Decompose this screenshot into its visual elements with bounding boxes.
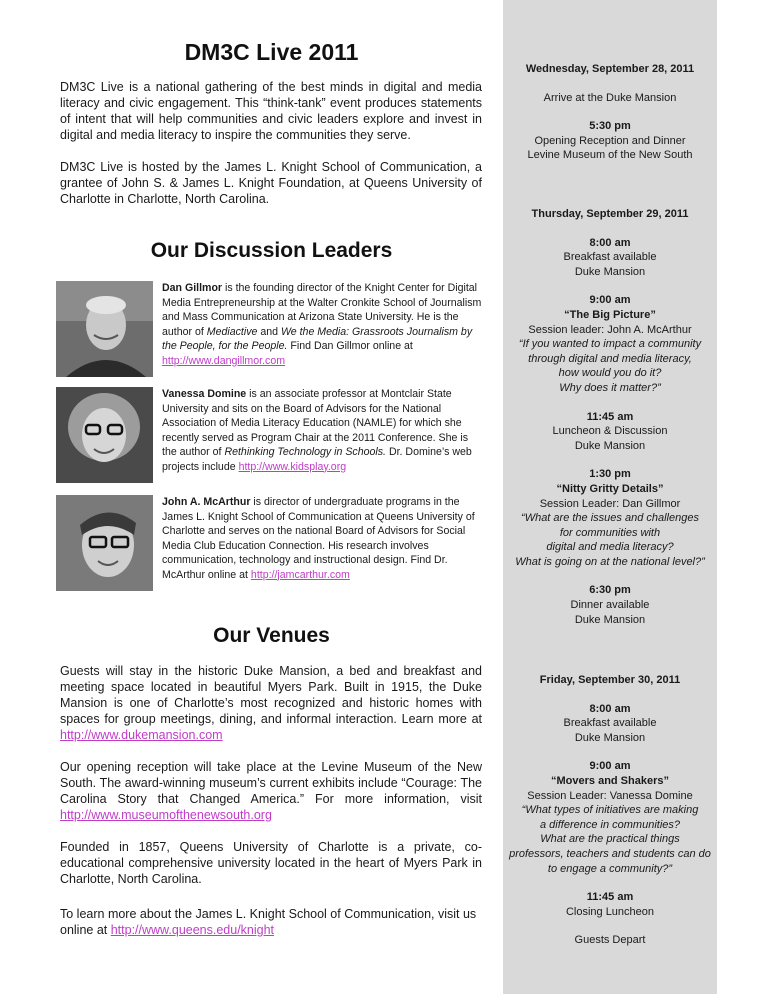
schedule-item: Opening Reception and Dinner xyxy=(534,134,686,147)
leader-name: John A. McArthur xyxy=(162,496,251,508)
session-question: through digital and media literacy, xyxy=(528,352,692,365)
vanessa-domine-link[interactable]: http://www.kidsplay.org xyxy=(238,460,347,473)
book-title: Rethinking Technology in Schools. xyxy=(224,446,386,458)
leader-vanessa-domine xyxy=(56,387,486,487)
venue-paragraph-duke-mansion: Guests will stay in the historic Duke Mansion, a bed and breakfast and meeting space located in beautiful Myers Park. Built in 1915, the Duke Mansion is one of Charlotte’s most recognized and historic homes with spaces for group meetings, dining, and informal interaction. Learn more at http://www.dukemansion.com xyxy=(60,664,482,742)
book-title: Mediactive xyxy=(206,325,258,338)
session-leader: Session Leader: Dan Gillmor xyxy=(539,497,681,510)
intro-paragraph-2: DM3C Live is hosted by the James L. Knight School of Communication, a grantee of John S. & James L. Knight Foundation, at Queens University of Charlotte in Charlotte, North Carolina. xyxy=(60,160,482,206)
museum-link[interactable]: http://www.museumofthenewsouth.org xyxy=(60,808,272,822)
session-question: professors, teachers and students can do xyxy=(509,847,711,860)
session-title: “Movers and Shakers” xyxy=(551,774,669,787)
book-title: We the Media: Grassroots Journalism by the People, for the People. xyxy=(162,325,473,352)
schedule-item: Breakfast available xyxy=(563,251,657,264)
dan-gillmor-bio: Dan Gillmor is the founding director of the Knight Center for Digital Media Entrepreneurship at the Walter Cronkite School of Journalism and Mass Communication at Arizona State University. He is the author of Mediactive and We the Media: Grassroots Journalism by the People, for the People. Find Dan Gillmor online at http://www.dangillmor.com xyxy=(162,282,482,367)
schedule-item: Levine Museum of the New South xyxy=(527,149,693,162)
vanessa-domine-photo xyxy=(56,387,153,483)
leader-name: Vanessa Domine xyxy=(162,388,247,400)
intro-paragraph-1: DM3C Live is a national gathering of the best minds in digital and media literacy and civic engagement. This “think-tank” event produces statements of intent that will help communities and civic leaders explore and invest in digital and media literacy to inspire the communities they serve. xyxy=(60,80,482,142)
session-leader: Session Leader: Vanessa Domine xyxy=(527,789,693,802)
dan-gillmor-photo xyxy=(56,281,153,377)
page-title: DM3C Live 2011 xyxy=(184,39,359,65)
schedule-time: 1:30 pm xyxy=(589,468,631,481)
session-question: for communities with xyxy=(559,526,661,539)
schedule-time: 9:00 am xyxy=(589,294,631,307)
day-heading: Thursday, September 29, 2011 xyxy=(531,208,689,220)
session-question: how would you do it? xyxy=(558,367,662,380)
john-mcarthur-bio: John A. McArthur is director of undergraduate programs in the James L. Knight School of Communication at Queens University of Charlotte and serves on the national Board of Advisors for Social Media Club Education Connection. His research involves communication, technology and instructional design. Find Dr. McArthur online at http://jamcarthur.com xyxy=(162,496,475,581)
schedule-sidebar xyxy=(503,0,717,994)
day-heading: Wednesday, September 28, 2011 xyxy=(525,63,695,75)
session-question: digital and media literacy? xyxy=(546,541,674,554)
session-question: What are the practical things xyxy=(540,833,680,846)
session-question: Why does it matter?” xyxy=(559,381,661,394)
queens-knight-link[interactable]: http://www.queens.edu/knight xyxy=(110,923,275,937)
duke-mansion-link[interactable]: http://www.dukemansion.com xyxy=(60,728,223,742)
session-question: to engage a community?” xyxy=(547,862,673,875)
session-title: “Nitty Gritty Details” xyxy=(556,482,664,495)
leader-john-mcarthur xyxy=(56,495,486,595)
schedule-item: Duke Mansion xyxy=(574,613,646,626)
session-question: What is going on at the national level?” xyxy=(515,555,705,568)
session-question: “If you wanted to impact a community xyxy=(518,338,702,351)
schedule-item: Arrive at the Duke Mansion xyxy=(543,91,677,104)
schedule-time: 8:00 am xyxy=(589,702,631,715)
session-question: “What types of initiatives are making xyxy=(521,804,699,817)
session-title: “The Big Picture” xyxy=(564,308,656,321)
schedule-item: Closing Luncheon xyxy=(565,905,655,918)
schedule-item: Guests Depart xyxy=(574,934,646,947)
schedule-thursday xyxy=(503,207,717,627)
venues-heading: Our Venues xyxy=(213,624,330,647)
schedule-friday xyxy=(503,673,717,948)
leader-dan-gillmor xyxy=(56,281,486,381)
leader-name: Dan Gillmor xyxy=(162,282,223,294)
venue-paragraph-learn-more: To learn more about the James L. Knight School of Communication, visit us online at http://www.queens.edu/knight xyxy=(60,907,477,937)
schedule-time: 11:45 am xyxy=(586,891,634,904)
schedule-time: 5:30 pm xyxy=(589,120,631,133)
john-mcarthur-photo xyxy=(56,495,153,591)
leaders-heading: Our Discussion Leaders xyxy=(150,239,393,262)
schedule-item: Breakfast available xyxy=(563,717,657,730)
dan-gillmor-link[interactable]: http://www.dangillmor.com xyxy=(162,354,286,367)
schedule-item: Duke Mansion xyxy=(574,439,646,452)
schedule-item: Luncheon & Discussion xyxy=(552,425,668,438)
venue-paragraph-levine-museum: Our opening reception will take place at the Levine Museum of the New South. The award-winning museum’s current exhibits include “Courage: The Carolina Story that Changed America.” For more information, visit http://www.museumofthenewsouth.org xyxy=(60,760,482,822)
schedule-time: 9:00 am xyxy=(589,760,631,773)
session-question: “What are the issues and challenges xyxy=(521,512,699,525)
venue-paragraph-queens: Founded in 1857, Queens University of Charlotte is a private, co-educational comprehensive university located in the heart of Myers Park in Charlotte, North Carolina. xyxy=(60,840,482,886)
schedule-time: 11:45 am xyxy=(586,410,634,423)
schedule-item: Duke Mansion xyxy=(574,265,646,278)
day-heading: Friday, September 30, 2011 xyxy=(539,674,681,686)
schedule-time: 6:30 pm xyxy=(589,584,631,597)
john-mcarthur-link[interactable]: http://jamcarthur.com xyxy=(250,568,350,581)
vanessa-domine-bio: Vanessa Domine is an associate professor at Montclair State University and sits on the Board of Advisors for the National Association of Media Literacy Education (NAMLE) for which she recently served as Program Chair at the 2011 Conference. She is the author of Rethinking Technology in Schools. Dr. Domine’s web projects include http://www.kidsplay.org xyxy=(162,388,472,473)
session-question: a difference in communities? xyxy=(539,818,680,831)
schedule-item: Duke Mansion xyxy=(574,731,646,744)
schedule-item: Dinner available xyxy=(570,599,650,612)
schedule-time: 8:00 am xyxy=(589,236,631,249)
session-leader: Session leader: John A. McArthur xyxy=(528,323,692,336)
schedule-wednesday xyxy=(503,62,717,163)
